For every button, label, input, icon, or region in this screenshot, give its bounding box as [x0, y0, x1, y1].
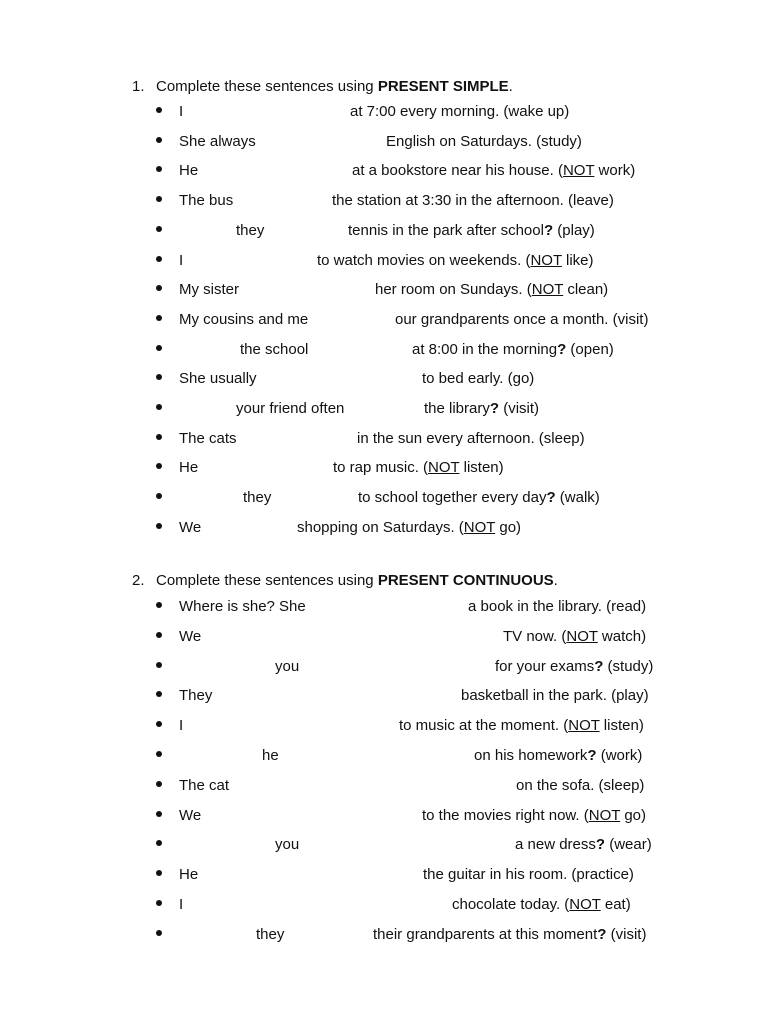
question-mark: ? — [546, 489, 556, 507]
bullet-icon — [156, 930, 162, 936]
item-sentence-end — [452, 894, 631, 916]
verb-hint: listen) — [459, 459, 504, 477]
item-subject: I — [179, 896, 184, 913]
item-text: for your exams — [495, 657, 595, 675]
item-sentence-end — [386, 131, 582, 153]
item-text: a new dress — [515, 836, 596, 854]
verb-hint: (visit) — [499, 400, 540, 417]
exercise-item — [0, 745, 768, 767]
item-question-subject: they — [236, 221, 265, 239]
heading-period: . — [508, 78, 513, 95]
exercise-item — [0, 131, 768, 153]
negation-marker: NOT — [569, 896, 601, 913]
item-subject: I — [179, 103, 184, 120]
question-mark: ? — [594, 657, 604, 675]
bullet-icon — [156, 404, 162, 410]
item-text: to music at the moment. ( — [399, 717, 569, 735]
tense-name: PRESENT SIMPLE — [377, 78, 509, 95]
instruction-text: Complete these sentences using — [156, 78, 378, 95]
verb-hint: watch) — [597, 627, 647, 645]
item-text: at 7:00 every morning. (wake up) — [350, 103, 570, 120]
bullet-icon — [156, 137, 162, 143]
item-text: their grandparents at this moment — [373, 925, 598, 943]
tense-name: PRESENT CONTINUOUS — [377, 572, 554, 589]
item-sentence-end — [515, 834, 652, 856]
verb-hint: (play) — [553, 221, 595, 239]
negation-marker: NOT — [530, 251, 562, 269]
item-sentence-end — [422, 368, 534, 390]
bullet-icon — [156, 463, 162, 469]
question-mark: ? — [557, 340, 567, 358]
bullet-icon — [156, 602, 162, 608]
item-text: to the movies right now. ( — [422, 806, 589, 824]
bullet-icon — [156, 107, 162, 113]
negation-marker: NOT — [566, 627, 598, 645]
item-question-subject: they — [243, 489, 272, 507]
bullet-icon — [156, 196, 162, 202]
item-subject: The cats — [179, 429, 237, 447]
bullet-icon — [156, 434, 162, 440]
item-sentence-end — [357, 428, 585, 450]
item-sentence-end — [395, 309, 648, 331]
item-subject: I — [179, 251, 184, 269]
exercise-item — [0, 487, 768, 509]
exercise-item — [0, 339, 768, 361]
exercise-item — [0, 250, 768, 272]
negation-marker: NOT — [562, 162, 595, 180]
bullet-icon — [156, 226, 162, 232]
item-subject: She always — [179, 132, 256, 150]
item-sentence-end — [352, 160, 635, 182]
item-sentence-end — [358, 487, 600, 509]
exercise-item — [0, 656, 768, 678]
exercise-item — [0, 517, 768, 539]
bullet-icon — [156, 900, 162, 906]
item-subject: My cousins and me — [179, 310, 309, 328]
item-text: to watch movies on weekends. ( — [317, 251, 531, 269]
item-text: chocolate today. ( — [452, 896, 570, 913]
item-subject: I — [179, 717, 184, 735]
item-sentence-end — [333, 457, 504, 479]
exercise-item — [0, 715, 768, 737]
item-sentence-end — [516, 775, 644, 797]
item-text: on his homework — [474, 747, 588, 764]
exercise-item — [0, 428, 768, 450]
exercise-item — [0, 805, 768, 827]
item-text: to school together every day — [358, 489, 547, 507]
negation-marker: NOT — [568, 717, 600, 735]
item-sentence-end — [461, 685, 649, 707]
item-sentence-end — [350, 101, 569, 123]
bullet-icon — [156, 345, 162, 351]
verb-hint: like) — [561, 251, 594, 269]
exercise-item — [0, 190, 768, 212]
heading-period: . — [553, 572, 558, 589]
exercise-item — [0, 864, 768, 886]
item-text: in the sun every afternoon. (sleep) — [357, 429, 585, 447]
bullet-icon — [156, 315, 162, 321]
item-sentence-end — [503, 626, 646, 648]
item-sentence-end — [348, 220, 595, 242]
item-subject: We — [179, 627, 202, 645]
negation-marker: NOT — [531, 281, 564, 299]
item-subject: The cat — [179, 776, 230, 794]
exercise-item — [0, 924, 768, 946]
bullet-icon — [156, 662, 162, 668]
negation-marker: NOT — [428, 459, 460, 477]
item-subject: The bus — [179, 192, 234, 210]
bullet-icon — [156, 691, 162, 697]
instruction-text: Complete these sentences using — [156, 572, 378, 589]
section-2-heading — [132, 572, 558, 589]
exercise-item — [0, 834, 768, 856]
verb-hint: (walk) — [555, 489, 600, 507]
bullet-icon — [156, 781, 162, 787]
item-sentence-end — [474, 745, 642, 767]
verb-hint: (study) — [603, 657, 654, 675]
item-subject: We — [179, 806, 202, 824]
item-subject: She usually — [179, 370, 257, 388]
exercise-item — [0, 279, 768, 301]
item-text: TV now. ( — [503, 627, 567, 645]
negation-marker: NOT — [463, 518, 496, 536]
item-question-subject: you — [275, 657, 300, 675]
item-text: tennis in the park after school — [348, 221, 544, 239]
item-subject: They — [179, 687, 213, 705]
item-subject: He — [179, 866, 199, 884]
question-mark: ? — [587, 747, 597, 764]
item-text: at 8:00 in the morning — [412, 340, 558, 358]
bullet-icon — [156, 870, 162, 876]
verb-hint: clean) — [563, 281, 609, 299]
item-sentence-end — [373, 924, 646, 946]
bullet-icon — [156, 523, 162, 529]
item-sentence-end — [412, 339, 614, 361]
question-mark: ? — [543, 221, 554, 239]
item-sentence-end — [332, 190, 614, 212]
exercise-item — [0, 160, 768, 182]
verb-hint: (visit) — [606, 925, 647, 943]
bullet-icon — [156, 811, 162, 817]
item-text: at a bookstore near his house. ( — [352, 162, 563, 180]
item-question-subject: you — [275, 836, 300, 854]
bullet-icon — [156, 493, 162, 499]
item-text: to rap music. ( — [333, 459, 429, 477]
question-mark: ? — [489, 400, 500, 417]
item-sentence-end — [399, 715, 644, 737]
negation-marker: NOT — [588, 806, 621, 824]
item-sentence-end — [317, 250, 594, 272]
bullet-icon — [156, 256, 162, 262]
item-text: shopping on Saturdays. ( — [297, 518, 464, 536]
verb-hint: listen) — [599, 717, 644, 735]
question-mark: ? — [595, 836, 606, 854]
item-sentence-end — [495, 656, 653, 678]
item-text: to bed early. (go) — [422, 370, 535, 388]
item-subject: We — [179, 518, 202, 536]
item-text: basketball in the park. (play) — [461, 687, 649, 705]
item-sentence-end — [375, 279, 608, 301]
item-subject: He — [179, 459, 199, 477]
exercise-item — [0, 457, 768, 479]
item-text: the library — [424, 400, 490, 417]
item-sentence-end — [423, 864, 634, 886]
section-number: 2. — [132, 572, 145, 589]
item-subject: Where is she? She — [179, 598, 306, 615]
item-text: English on Saturdays. (study) — [386, 132, 582, 150]
item-question-subject: your friend often — [236, 400, 345, 417]
verb-hint: (work) — [596, 747, 643, 764]
exercise-item — [0, 220, 768, 242]
item-sentence-end — [297, 517, 521, 539]
bullet-icon — [156, 374, 162, 380]
item-text: her room on Sundays. ( — [375, 281, 532, 299]
exercise-item — [0, 685, 768, 707]
bullet-icon — [156, 721, 162, 727]
exercise-item — [0, 775, 768, 797]
item-question-subject: he — [262, 747, 279, 764]
section-number: 1. — [132, 78, 145, 95]
bullet-icon — [156, 166, 162, 172]
bullet-icon — [156, 285, 162, 291]
item-subject: He — [179, 162, 199, 180]
exercise-item — [0, 309, 768, 331]
item-text: on the sofa. (sleep) — [516, 776, 645, 794]
bullet-icon — [156, 751, 162, 757]
item-question-subject: the school — [240, 340, 309, 358]
exercise-item — [0, 626, 768, 648]
item-text: the guitar in his room. (practice) — [423, 866, 634, 884]
verb-hint: eat) — [600, 896, 631, 913]
bullet-icon — [156, 840, 162, 846]
bullet-icon — [156, 632, 162, 638]
exercise-item — [0, 596, 768, 618]
item-text: the station at 3:30 in the afternoon. (leave) — [332, 192, 614, 210]
verb-hint: (wear) — [605, 836, 652, 854]
item-sentence-end — [422, 805, 646, 827]
verb-hint: (open) — [566, 340, 614, 358]
item-subject: My sister — [179, 281, 239, 299]
exercise-item — [0, 101, 768, 123]
exercise-item — [0, 894, 768, 916]
section-1-heading — [132, 78, 513, 95]
verb-hint: go) — [495, 518, 522, 536]
item-sentence-end — [468, 596, 646, 618]
exercise-item — [0, 398, 768, 420]
item-text: our grandparents once a month. (visit) — [395, 310, 649, 328]
item-text: a book in the library. (read) — [468, 598, 647, 615]
item-sentence-end — [424, 398, 539, 420]
verb-hint: work) — [594, 162, 636, 180]
item-question-subject: they — [256, 925, 285, 943]
verb-hint: go) — [620, 806, 647, 824]
question-mark: ? — [597, 925, 607, 943]
exercise-item — [0, 368, 768, 390]
